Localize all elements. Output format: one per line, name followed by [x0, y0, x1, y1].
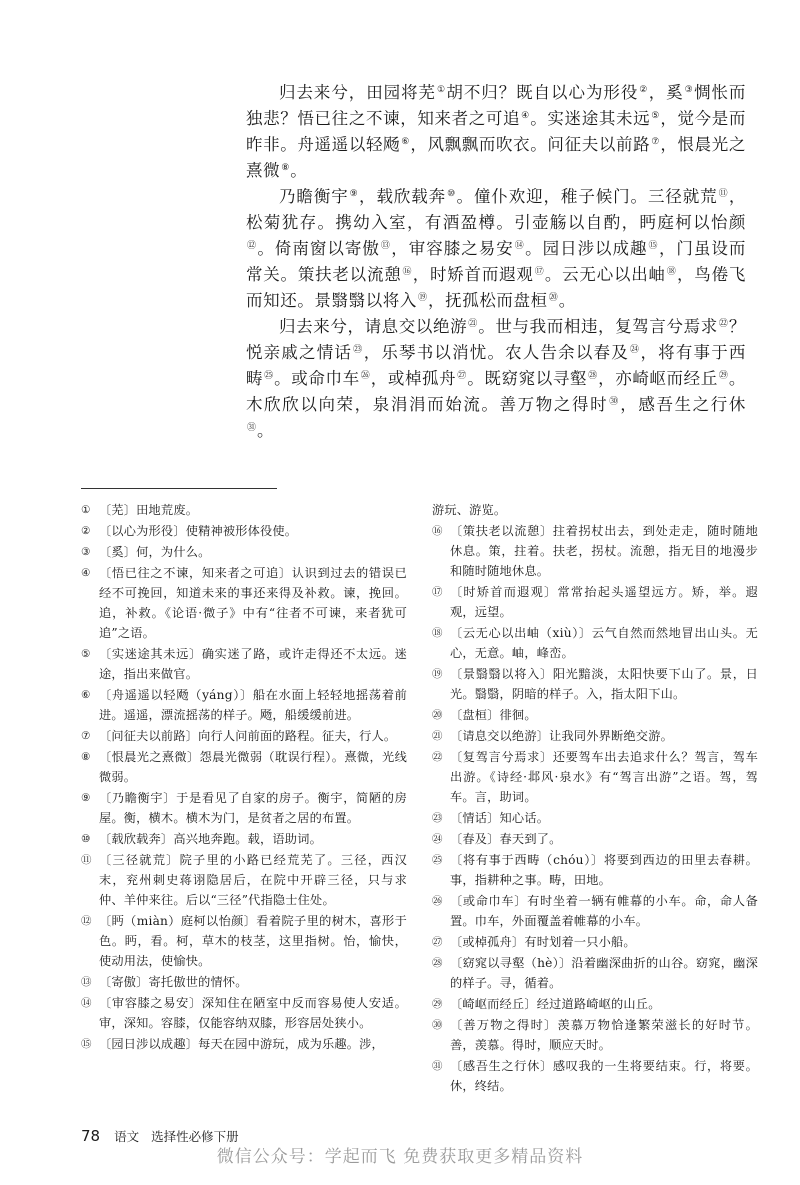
footnote-number: ㉛ [432, 1060, 443, 1072]
footnote-number: ⑨ [81, 792, 91, 804]
footnote-text: 〔舟遥遥以轻飏（yáng）〕船在水面上轻轻地摇荡着前进。遥遥，漂流摇荡的样子。飏，船缓缓前进。 [99, 688, 407, 722]
footnote-number: ㉔ [432, 833, 443, 845]
footnote-text: 〔恨晨光之熹微〕怨晨光微弱（耽误行程）。熹微，光线微弱。 [99, 750, 407, 784]
note-ref: ⑲ [418, 293, 428, 303]
footnote [81, 850, 407, 910]
footnote-number: ⑩ [81, 833, 91, 845]
footnote-text: 〔寄傲〕寄托傲世的情怀。 [99, 975, 248, 989]
footnote-number: ㉒ [432, 751, 443, 763]
footnote [432, 850, 758, 890]
footnote [432, 623, 758, 663]
footnote-number: ⑬ [81, 976, 92, 988]
note-ref: ㉔ [629, 345, 640, 355]
note-ref: ⑮ [648, 241, 658, 251]
footnote-text: 〔以心为形役〕使精神被形体役使。 [99, 524, 298, 538]
footnote-number: ㉗ [432, 936, 443, 948]
footnote [432, 582, 758, 622]
book-title: 选择性必修下册 [151, 1129, 239, 1144]
footnote-text: 〔复驾言兮焉求〕还要驾车出去追求什么？驾言，驾车出游。《诗经·邶风·泉水》有“驾言出游”之语。驾，驾车。言，助词。 [450, 750, 758, 804]
note-ref: ㉕ [264, 371, 274, 381]
footnote-text: 〔将有事于西畴（chóu）〕将要到西边的田里去春耕。事，指耕种之事。畴，田地。 [450, 853, 758, 887]
footnote-text: 〔感吾生之行休〕感叹我的一生将要结束。行，将要。休，终结。 [450, 1059, 758, 1093]
footnote-number: ㉑ [432, 730, 443, 742]
subject-name: 语文 [114, 1129, 140, 1144]
footnote [81, 972, 407, 992]
footnote [432, 1015, 758, 1055]
note-ref: ⑰ [534, 267, 544, 277]
footnote-number: ㉙ [432, 998, 443, 1010]
footnote [81, 726, 407, 746]
footnote [81, 542, 407, 562]
note-ref: ④ [521, 111, 530, 121]
note-ref: ⑩ [447, 189, 456, 199]
footnote-text: 〔悟已往之不谏，知来者之可追〕认识到过去的错误已经不可挽回，知道未来的事还来得及补救。谏，挽回。追，补救。《论语·微子》中有“往者不可谏，来者犹可追”之语。 [99, 566, 407, 640]
footnote-text: 〔云无心以出岫（xiù）〕云气自然而然地冒出山头。无心，无意。岫，峰峦。 [450, 626, 758, 660]
footnote [81, 1034, 407, 1054]
footnote-text: 〔园日涉以成趣〕每天在园中游玩，成为乐趣。涉， [99, 1037, 384, 1051]
footnote-text: 〔问征夫以前路〕向行人问前面的路程。征夫，行人。 [99, 729, 397, 743]
footnote-number: ① [81, 504, 91, 516]
paragraph-1: 归去来兮，田园将芜①胡不归？既自以心为形役②，奚③惆怅而独悲？悟已往之不谏，知来者之可追④。实迷途其未远⑤，觉今是而昨非。舟遥遥以轻飏⑥，风飘飘而吹衣。问征夫以前路⑦，恨晨光之熹微⑧。 [246, 83, 747, 180]
footnote [432, 705, 758, 725]
notes-left-column [81, 500, 407, 1055]
footnote-number: ㉘ [432, 957, 443, 969]
note-ref: ⑭ [514, 241, 525, 251]
footnote [81, 911, 407, 971]
footnote-text: 〔或命巾车〕有时坐着一辆有帷幕的小车。命，命人备置。巾车，外面覆盖着帷幕的小车。 [450, 894, 758, 928]
footnote-number: ⑥ [81, 689, 91, 701]
paragraph-3: 归去来兮，请息交以绝游$^㉑$。世与我而相违，复驾言兮焉求$^㉒$？悦亲戚之情话$^㉓$，乐琴书以消忧。农人告余以春及$^㉔$，将有事于西畴$^㉕$。或命巾车$^㉖$，或棹孤舟$^㉗$。既窈窕以寻壑$^㉘$，亦崎岖而经丘$^㉙$。木欣欣以向荣，泉涓涓而始流。善万物之得时$^㉚$，感吾生之行休$^㉛$。 [246, 317, 747, 440]
footnote-text: 〔春及〕春天到了。 [450, 832, 562, 846]
note-ref: ③ [684, 85, 694, 95]
note-ref: ① [436, 85, 446, 95]
note-ref: ⑫ [247, 241, 257, 251]
footnote [432, 829, 758, 849]
footnote-number: ⑳ [432, 709, 443, 721]
note-ref: ㉙ [718, 371, 728, 381]
note-ref: ⑧ [281, 163, 290, 173]
footnote-number: ⑮ [81, 1038, 92, 1050]
footnote [81, 685, 407, 725]
footnote-number: ㉖ [432, 895, 443, 907]
footnote [81, 829, 407, 849]
footnote-text: 〔请息交以绝游〕让我同外界断绝交游。 [450, 729, 673, 743]
footnote-text: 〔盘桓〕徘徊。 [450, 708, 537, 722]
footnote-text: 〔审容膝之易安〕深知住在陋室中反而容易使人安适。审，深知。容膝，仅能容纳双膝，形容居处狭小。 [99, 996, 407, 1030]
footnote-text: 〔时矫首而遐观〕常常抬起头遥望远方。矫，举。遐观，远望。 [450, 585, 758, 619]
note-ref: ⑨ [349, 189, 359, 199]
footnote-number: ③ [81, 546, 91, 558]
footnote [432, 808, 758, 828]
footnote [81, 563, 407, 643]
footnote-number: ㉕ [432, 854, 443, 866]
note-continuation: 游玩、游览。 [432, 503, 507, 517]
footnote-number: ⑱ [432, 627, 443, 639]
footnote [432, 994, 758, 1014]
notes-right-column [432, 500, 758, 1097]
footnote-divider [81, 488, 277, 489]
footnote-number: ⑫ [81, 915, 92, 927]
footnote-text: 〔实迷途其未远〕确实迷了路，或许走得还不太远。迷途，指出来做官。 [99, 647, 407, 681]
note-ref: ㉓ [353, 345, 363, 355]
footnote-number: ④ [81, 567, 91, 579]
footnote-text: 〔三径就荒〕院子里的小路已经荒芜了。三径，西汉末，兖州刺史蒋诩隐居后，在院中开辟三径，只与求仲、羊仲来往。后以“三径”代指隐士住处。 [99, 853, 407, 907]
footnote [432, 1056, 758, 1096]
note-ref: ⑤ [651, 111, 660, 121]
footnote [432, 932, 758, 952]
footnote-text: 〔奚〕何，为什么。 [99, 545, 211, 559]
footnote-number: ⑯ [432, 525, 443, 537]
footnote-text: 〔崎岖而经丘〕经过道路崎岖的山丘。 [450, 997, 661, 1011]
footnote [81, 644, 407, 684]
note-ref: ㉒ [718, 319, 728, 329]
footnote-text: 〔窈窕以寻壑（hè）〕沿着幽深曲折的山谷。窈窕，幽深的样子。寻，循着。 [450, 956, 758, 990]
footnote [432, 953, 758, 993]
footnote-number: ⑤ [81, 648, 91, 660]
note-ref: ⑪ [718, 189, 728, 199]
footnote-text: 〔策扶老以流憩〕拄着拐杖出去，到处走走，随时随地休息。策，拄着。扶老，拐杖。流憩，指无目的地漫步和随时随地休息。 [450, 524, 758, 578]
footnote [81, 521, 407, 541]
footnote-number: ⑰ [432, 586, 443, 598]
footnote [432, 747, 758, 807]
footnote-text: 〔芜〕田地荒废。 [99, 503, 199, 517]
footnote-text: 〔眄（miàn）庭柯以怡颜〕看着院子里的树木，喜形于色。眄，看。柯，草木的枝茎，这里指树。怡，愉快，使动用法，使愉快。 [99, 914, 407, 968]
watermark: 微信公众号：学起而飞 免费获取更多精品资料 [216, 1147, 584, 1167]
footnote-number: ⑧ [81, 751, 91, 763]
note-ref: ⑦ [651, 137, 660, 147]
footnote-number: ⑲ [432, 668, 443, 680]
footnote-number: ② [81, 525, 91, 537]
footnote-number: ⑦ [81, 730, 91, 742]
footnote [81, 788, 407, 828]
note-ref: ② [639, 85, 648, 95]
footnote [432, 891, 758, 931]
footnote [81, 993, 407, 1033]
footnote-number: ⑪ [81, 854, 92, 866]
footnote-number: ㉚ [432, 1019, 443, 1031]
footnote [432, 664, 758, 704]
footnote [81, 500, 407, 520]
footnote-number: ㉓ [432, 812, 443, 824]
note-ref: ⑯ [402, 267, 412, 277]
footnote-text: 〔情话〕知心话。 [450, 811, 550, 825]
main-text [246, 80, 746, 444]
footnote-text: 〔载欣载奔〕高兴地奔跑。载，语助词。 [99, 832, 322, 846]
note-ref: ⑱ [666, 267, 677, 277]
footnote-text: 〔乃瞻衡宇〕于是看见了自家的房子。衡宇，简陋的房屋。衡，横木。横木为门，是贫者之居的布置。 [99, 791, 407, 825]
footnote-text: 〔或棹孤舟〕有时划着一只小船。 [450, 935, 636, 949]
footnote [432, 521, 758, 581]
note-ref: ㉗ [457, 371, 467, 381]
note-ref: ⑥ [401, 137, 410, 147]
paragraph-2: 乃瞻衡宇⑨，载欣载奔⑩。僮仆欢迎，稚子候门。三径就荒⑪，松菊犹存。携幼入室，有酒盈樽。引壶觞以自酌，眄庭柯以怡颜⑫。倚南窗以寄傲⑬，审容膝之易安⑭。园日涉以成趣⑮，门虽设而常关。策扶老以流憩⑯，时矫首而遐观⑰。云无心以出岫⑱，鸟倦飞而知还。景翳翳以将入⑲，抚孤松而盘桓⑳。 [246, 187, 747, 310]
footnote [432, 726, 758, 746]
footnote-text: 〔景翳翳以将入〕阳光黯淡，太阳快要下山了。景，日光。翳翳，阴暗的样子。入，指太阳下山。 [450, 667, 758, 701]
footnote-text: 〔善万物之得时〕羡慕万物恰逢繁荣滋长的好时节。善，羡慕。得时，顺应天时。 [450, 1018, 758, 1052]
note-ref: ⑳ [548, 293, 558, 303]
note-ref: ㉚ [609, 397, 620, 407]
footnote [81, 747, 407, 787]
note-ref: ㉛ [247, 423, 257, 433]
note-ref: ㉘ [588, 371, 598, 381]
note-ref: ㉖ [360, 371, 370, 381]
page-number: 78 [81, 1127, 101, 1145]
footnote-number: ⑭ [81, 997, 92, 1009]
note-ref: ㉑ [468, 319, 478, 329]
note-ref: ⑬ [380, 241, 391, 251]
